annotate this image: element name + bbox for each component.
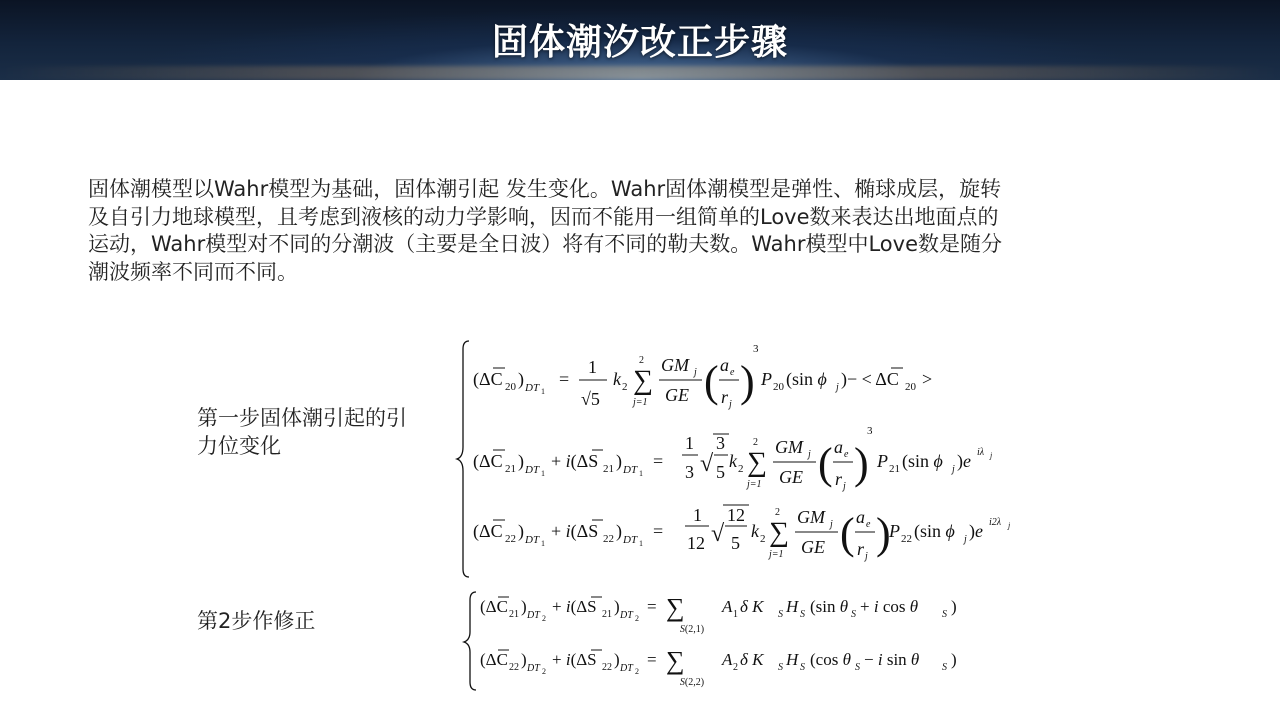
svg-text:): ): [521, 650, 527, 669]
svg-text:(: (: [840, 509, 855, 558]
svg-text:√: √: [711, 521, 725, 547]
svg-text:∑: ∑: [769, 517, 789, 548]
svg-text:a: a: [856, 507, 865, 527]
svg-text:(sin ϕ: (sin ϕ: [902, 451, 943, 471]
svg-text:)− < ΔC: )− < ΔC: [841, 369, 899, 389]
svg-text:S: S: [778, 609, 783, 620]
svg-text:=: =: [653, 521, 664, 541]
equation-c21-s21: [473, 425, 993, 492]
step2-label: 第2步作修正: [197, 609, 316, 633]
svg-text:DT: DT: [620, 663, 633, 674]
svg-text:S: S: [942, 609, 947, 620]
svg-text:(ΔC: (ΔC: [480, 597, 508, 616]
equation-c22-s22: [473, 505, 1011, 562]
svg-text:2: 2: [635, 667, 639, 676]
svg-text:5: 5: [731, 533, 740, 553]
svg-text:iλ: iλ: [977, 447, 985, 458]
svg-text:(ΔC: (ΔC: [473, 521, 503, 541]
svg-text:1: 1: [733, 609, 738, 620]
svg-text:j: j: [808, 449, 811, 460]
svg-text:=: =: [647, 650, 657, 669]
svg-text:+ i(ΔS: + i(ΔS: [551, 521, 599, 541]
svg-text:GE: GE: [665, 385, 689, 405]
svg-text:k: k: [729, 451, 737, 471]
svg-text:√5: √5: [581, 389, 600, 409]
svg-text:): ): [740, 357, 755, 406]
svg-text:A: A: [722, 597, 733, 616]
svg-text:(ΔC: (ΔC: [473, 369, 503, 389]
svg-text:DT: DT: [623, 534, 638, 546]
svg-text:S: S: [800, 609, 805, 620]
svg-text:S: S: [778, 662, 783, 673]
svg-text:(: (: [818, 439, 833, 488]
svg-text:r: r: [721, 387, 729, 407]
svg-text:H: H: [786, 650, 799, 669]
intro-paragraph: 固体潮模型以Wahr模型为基础，固体潮引起 发生变化。Wahr固体潮模型是弹性、椭球成层，旋转及自引力地球模型，且考虑到液核的动力学影响，因而不能用一组简单的Love数来表达出地面点的运动，Wahr模型对不同的分潮波（主要是全日波）将有不同的勒夫数。Wahr模型中Love数是随分潮波频率不同而不同。: [88, 177, 1002, 284]
svg-text:2: 2: [775, 507, 780, 518]
svg-text:2: 2: [635, 614, 639, 623]
svg-text:): ): [614, 597, 620, 616]
svg-text:∑: ∑: [633, 365, 653, 396]
svg-text:S: S: [942, 662, 947, 673]
svg-text:(cos θ: (cos θ: [810, 650, 851, 669]
svg-text:δ K: δ K: [740, 650, 764, 669]
svg-text:a: a: [834, 437, 843, 457]
svg-text:k: k: [751, 521, 759, 541]
svg-text:a: a: [720, 355, 729, 375]
step2-equations: [462, 588, 982, 698]
svg-text:1: 1: [541, 539, 545, 548]
svg-text:j: j: [1008, 521, 1011, 530]
svg-text:∑: ∑: [747, 447, 767, 478]
svg-text:j=1: j=1: [769, 549, 784, 560]
svg-text:j: j: [964, 534, 967, 545]
svg-text:∑: ∑: [666, 593, 685, 622]
svg-text:A: A: [722, 650, 733, 669]
svg-text:j: j: [990, 451, 993, 460]
svg-text:22: 22: [901, 533, 912, 545]
svg-text:): ): [518, 369, 524, 389]
svg-text:21: 21: [505, 463, 516, 475]
horizon-glow: [0, 66, 1280, 80]
svg-text:=: =: [647, 597, 657, 616]
equation-step2-22: [480, 646, 957, 688]
step1-brace: [457, 341, 469, 577]
svg-text:e: e: [730, 367, 735, 378]
svg-text:21: 21: [889, 463, 900, 475]
svg-text:21: 21: [509, 609, 519, 620]
svg-text:3: 3: [867, 425, 873, 437]
svg-text:k: k: [613, 369, 621, 389]
svg-text:12: 12: [687, 533, 705, 553]
svg-text:GM: GM: [661, 355, 689, 375]
svg-text:GM: GM: [775, 437, 803, 457]
svg-text:i2λ: i2λ: [989, 517, 1002, 528]
svg-text:): ): [614, 650, 620, 669]
svg-text:DT: DT: [527, 663, 540, 674]
svg-text:DT: DT: [525, 382, 540, 394]
svg-text:j: j: [843, 481, 846, 492]
svg-text:+ i(ΔS: + i(ΔS: [552, 650, 597, 669]
svg-text:1: 1: [693, 505, 702, 525]
svg-text:r: r: [835, 469, 843, 489]
svg-text:GE: GE: [801, 537, 825, 557]
step1-equations: [455, 335, 1055, 585]
svg-text:+ i(ΔS: + i(ΔS: [552, 597, 597, 616]
svg-text:2: 2: [542, 614, 546, 623]
svg-text:22: 22: [602, 662, 612, 673]
svg-text:)e: )e: [957, 451, 971, 471]
svg-text:20: 20: [773, 381, 784, 393]
svg-text:): ): [518, 521, 524, 541]
svg-text:): ): [854, 439, 869, 488]
svg-text:j=1: j=1: [747, 479, 762, 490]
svg-text:2: 2: [760, 533, 766, 545]
svg-text:): ): [518, 451, 524, 471]
svg-text:(sin θ: (sin θ: [810, 597, 849, 616]
equation-step2-21: [480, 593, 957, 635]
svg-text:(ΔC: (ΔC: [473, 451, 503, 471]
svg-text:): ): [616, 521, 622, 541]
svg-text:2: 2: [753, 437, 758, 448]
svg-text:P: P: [761, 369, 772, 389]
svg-text:j=1: j=1: [633, 397, 648, 408]
svg-text:1: 1: [685, 433, 694, 453]
svg-text:1: 1: [541, 469, 545, 478]
svg-text:20: 20: [905, 381, 916, 393]
svg-text:2: 2: [622, 381, 628, 393]
svg-text:): ): [876, 509, 891, 558]
svg-text:1: 1: [639, 469, 643, 478]
svg-text:>: >: [922, 369, 933, 389]
svg-text:=: =: [559, 369, 570, 389]
equation-c20: [473, 343, 932, 410]
svg-text:H: H: [786, 597, 799, 616]
svg-text:2: 2: [639, 355, 644, 366]
svg-text:21: 21: [603, 463, 614, 475]
svg-text:S: S: [800, 662, 805, 673]
svg-text:2: 2: [542, 667, 546, 676]
svg-text:P: P: [889, 521, 900, 541]
svg-text:20: 20: [505, 381, 516, 393]
svg-text:− i sin θ: − i sin θ: [864, 650, 920, 669]
svg-text:j: j: [729, 399, 732, 410]
svg-text:3: 3: [685, 462, 694, 482]
svg-text:(sin ϕ: (sin ϕ: [914, 521, 955, 541]
svg-text:5: 5: [716, 462, 725, 482]
svg-text:): ): [616, 451, 622, 471]
title-banner: [0, 0, 1280, 80]
svg-text:j: j: [952, 464, 955, 475]
step1-label: 第一步固体潮引起的引力位变化: [197, 406, 407, 458]
svg-text:+ i cos θ: + i cos θ: [860, 597, 919, 616]
svg-text:=: =: [653, 451, 664, 471]
svg-text:3: 3: [716, 433, 725, 453]
svg-text:√: √: [700, 451, 714, 477]
svg-text:1: 1: [541, 387, 545, 396]
svg-text:∑: ∑: [666, 646, 685, 675]
svg-text:δ K: δ K: [740, 597, 764, 616]
svg-text:(sin ϕ: (sin ϕ: [786, 369, 827, 389]
svg-text:(: (: [704, 357, 719, 406]
svg-text:e: e: [866, 519, 871, 530]
svg-text:DT: DT: [527, 610, 540, 621]
svg-text:r: r: [857, 539, 865, 559]
svg-text:S: S: [851, 609, 856, 620]
svg-text:22: 22: [603, 533, 614, 545]
svg-text:1: 1: [588, 357, 597, 377]
svg-text:22: 22: [505, 533, 516, 545]
svg-text:S(2,2): S(2,2): [679, 677, 705, 688]
svg-text:j: j: [694, 367, 697, 378]
svg-text:e: e: [844, 449, 849, 460]
svg-text:DT: DT: [623, 464, 638, 476]
svg-text:DT: DT: [620, 610, 633, 621]
svg-text:3: 3: [753, 343, 759, 355]
svg-text:22: 22: [509, 662, 519, 673]
svg-text:12: 12: [727, 505, 745, 525]
svg-text:): ): [951, 597, 957, 616]
svg-text:1: 1: [639, 539, 643, 548]
svg-text:GM: GM: [797, 507, 825, 527]
svg-text:2: 2: [733, 662, 738, 673]
svg-text:P: P: [877, 451, 888, 471]
svg-text:j: j: [865, 551, 868, 562]
svg-text:S: S: [855, 662, 860, 673]
svg-text:GE: GE: [779, 467, 803, 487]
slide-title: 固体潮汐改正步骤: [491, 22, 788, 63]
svg-text:j: j: [830, 519, 833, 530]
svg-text:DT: DT: [525, 534, 540, 546]
svg-text:): ): [951, 650, 957, 669]
svg-text:21: 21: [602, 609, 612, 620]
step2-brace: [464, 592, 476, 690]
svg-text:+ i(ΔS: + i(ΔS: [551, 451, 599, 471]
svg-text:S(2,1): S(2,1): [679, 624, 705, 635]
svg-text:DT: DT: [525, 464, 540, 476]
svg-text:): ): [521, 597, 527, 616]
svg-text:j: j: [836, 382, 839, 393]
svg-text:(ΔC: (ΔC: [480, 650, 508, 669]
svg-text:)e: )e: [969, 521, 983, 541]
svg-text:2: 2: [738, 463, 744, 475]
